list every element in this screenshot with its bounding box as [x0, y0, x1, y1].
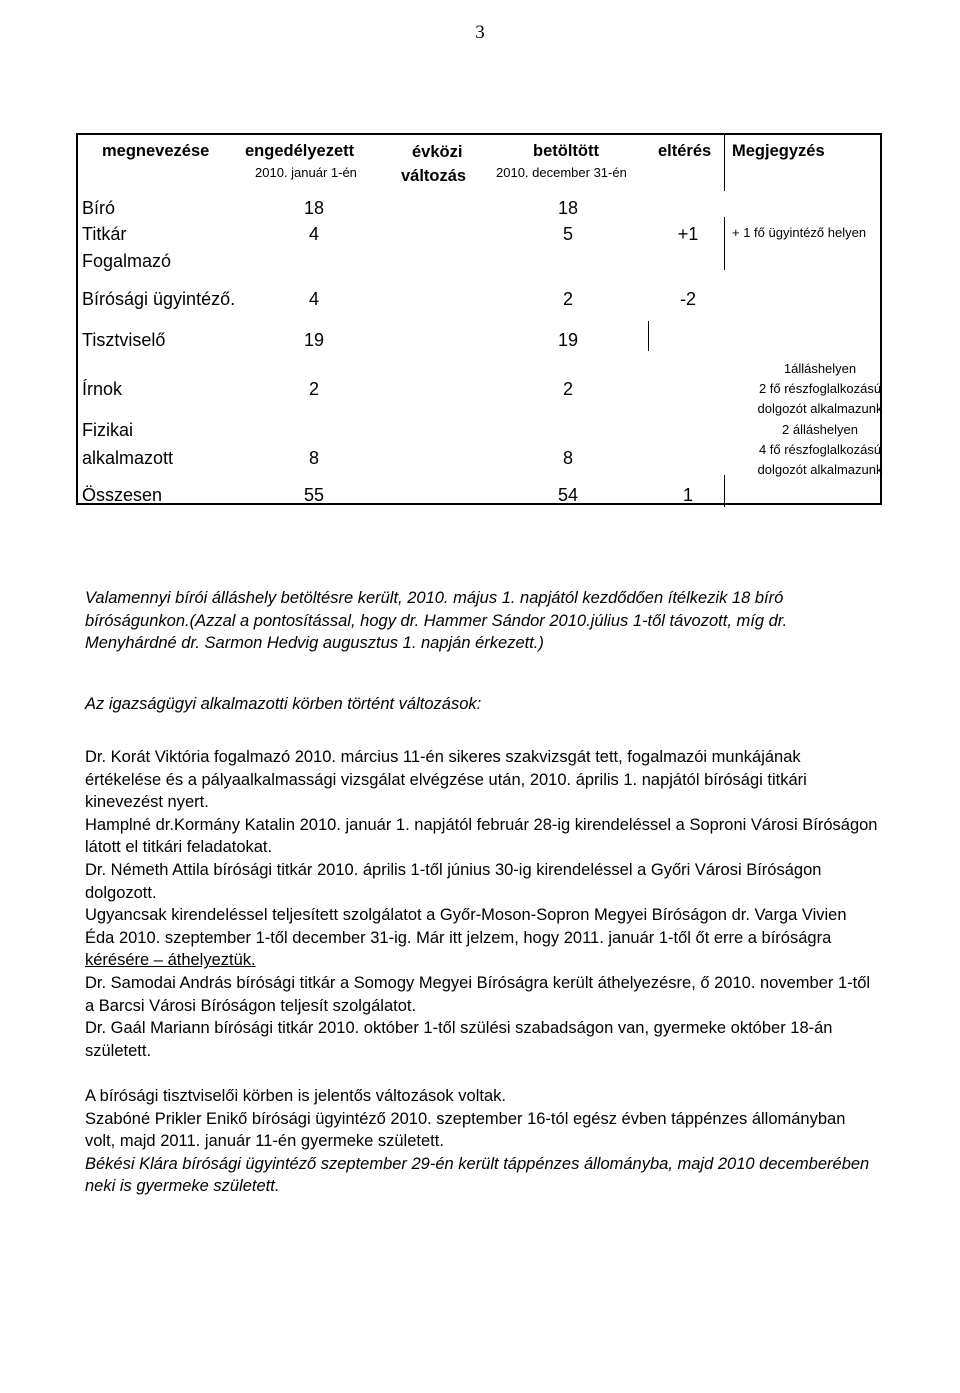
- row-filled: 2: [562, 289, 573, 309]
- header-filled-date: 2010. december 31-én: [496, 165, 627, 180]
- row-name: Tisztviselő: [82, 330, 166, 350]
- row-name: Bírósági ügyintéző.: [82, 289, 236, 309]
- column-divider: [648, 321, 649, 351]
- row-diff: 1: [682, 485, 693, 505]
- row-name: Írnok: [82, 379, 123, 399]
- column-divider: [724, 133, 725, 191]
- page-number: 3: [475, 22, 485, 43]
- note-line: 2 álláshelyen: [782, 422, 858, 437]
- underlined-text: kérésére: [85, 951, 150, 970]
- row-filled: 2: [562, 379, 573, 399]
- text: Ugyancsak kirendeléssel teljesített szolgálatot a Győr-Moson-Sopron Megyei Bíróságon dr. Varga Vivien Éda 2010. szeptember 1-től december 31-ig. Már itt jelzem, hogy 2011. január 1-től őt erre a bíróságra: [85, 906, 847, 947]
- staff-table: [76, 133, 882, 505]
- note-line: dolgozót alkalmazunk: [757, 462, 883, 477]
- row-approved: 18: [303, 198, 325, 218]
- row-diff: +1: [677, 224, 699, 244]
- note-line: 4 fő részfoglalkozású: [758, 442, 882, 457]
- row-approved: 2: [308, 379, 319, 399]
- row-filled: 18: [557, 198, 579, 218]
- paragraph-szabone: Szabóné Prikler Enikő bírósági ügyintéző 2010. szeptember 16-tól egész évben táppénzes állományban volt, majd 2011. január 11-én gyermeke született.: [85, 1109, 846, 1151]
- column-divider: [724, 475, 725, 507]
- row-diff: -2: [679, 289, 696, 309]
- underlined-text: áthelyeztük.: [167, 951, 256, 970]
- staff-changes: [85, 746, 880, 1198]
- header-remark: Megjegyzés: [732, 142, 825, 160]
- paragraph-officials: A bírósági tisztviselői körben is jelentős változások voltak.: [85, 1086, 506, 1105]
- row-filled: 19: [557, 330, 579, 350]
- note-line: 1álláshelyen: [783, 361, 857, 376]
- paragraph-heading-staff: Az igazságügyi alkalmazotti körben történt változások:: [85, 695, 482, 713]
- note-line: 2 fő részfoglalkozású: [758, 381, 882, 396]
- row-approved: 8: [308, 448, 319, 468]
- paragraph-hamplne: Hamplné dr.Kormány Katalin 2010. január 1. napjától február 28-ig kirendeléssel a Soproni Városi Bíróságon látott el titkári feladatokat.: [85, 815, 878, 857]
- note-irnok: [732, 359, 908, 419]
- header-approved-date: 2010. január 1-én: [255, 165, 357, 180]
- row-filled: 5: [562, 224, 573, 244]
- row-approved: 4: [308, 224, 319, 244]
- header-change: évközi: [412, 143, 463, 161]
- paragraph-varga: [85, 904, 880, 972]
- paragraph-judges: Valamennyi bírói álláshely betöltésre került, 2010. május 1. napjától kezdődően ítélkezik 18 bíró bíróságunkon.(Azzal a pontosítással, hogy dr. Hammer Sándor 2010.július 1-től távozott, míg dr. Menyhárdné dr. Sarmon Hedvig augusztus 1. napján érkezett.): [85, 589, 788, 653]
- row-filled: 54: [557, 485, 579, 505]
- paragraph-samodai: Dr. Samodai András bírósági titkár a Somogy Megyei Bíróságra került áthelyezésre, ő 2010. november 1-től a Barcsi Városi Bíróságon teljesít szolgálatot.: [85, 973, 871, 1015]
- paragraph-korat: Dr. Korát Viktória fogalmazó 2010. március 11-én sikeres szakvizsgát tett, fogalmazói munkájának értékelése és a pályaalkalmassági vizsgálat elvégzése után, 2010. április 1. napjától bírósági titkári kinevezést nyert.: [85, 748, 807, 812]
- column-divider: [724, 217, 725, 270]
- row-name: Fizikai: [82, 420, 134, 440]
- note-fizikai: [732, 420, 908, 480]
- row-name: Fogalmazó: [82, 251, 172, 271]
- row-name-2: alkalmazott: [82, 448, 174, 468]
- header-filled: betöltött: [533, 142, 599, 160]
- header-name: megnevezése: [102, 142, 210, 160]
- paragraph-bekesi: Békési Klára bírósági ügyintéző szeptember 29-én került táppénzes állományba, majd 2010 decemberében neki is gyermeke született.: [85, 1154, 870, 1196]
- header-diff: eltérés: [658, 142, 712, 160]
- row-approved: 19: [303, 330, 325, 350]
- row-filled: 8: [562, 448, 573, 468]
- underlined-text: –: [149, 951, 168, 970]
- row-remark: + 1 fő ügyintéző helyen: [732, 225, 867, 240]
- row-approved: 4: [308, 289, 319, 309]
- header-change-2: változás: [401, 167, 467, 185]
- paragraph-gaal: Dr. Gaál Mariann bírósági titkár 2010. október 1-től szülési szabadságon van, gyermeke október 18-án született.: [85, 1019, 833, 1060]
- note-line: dolgozót alkalmazunk: [757, 401, 883, 416]
- row-name: Titkár: [82, 224, 127, 244]
- row-name: Összesen: [82, 485, 163, 505]
- header-approved: engedélyezett: [245, 142, 355, 160]
- row-name: Bíró: [82, 198, 116, 218]
- paragraph-nemeth: Dr. Németh Attila bírósági titkár 2010. április 1-től június 30-ig kirendeléssel a Győri Városi Bíróságon dolgozott.: [85, 860, 822, 902]
- row-approved: 55: [303, 485, 325, 505]
